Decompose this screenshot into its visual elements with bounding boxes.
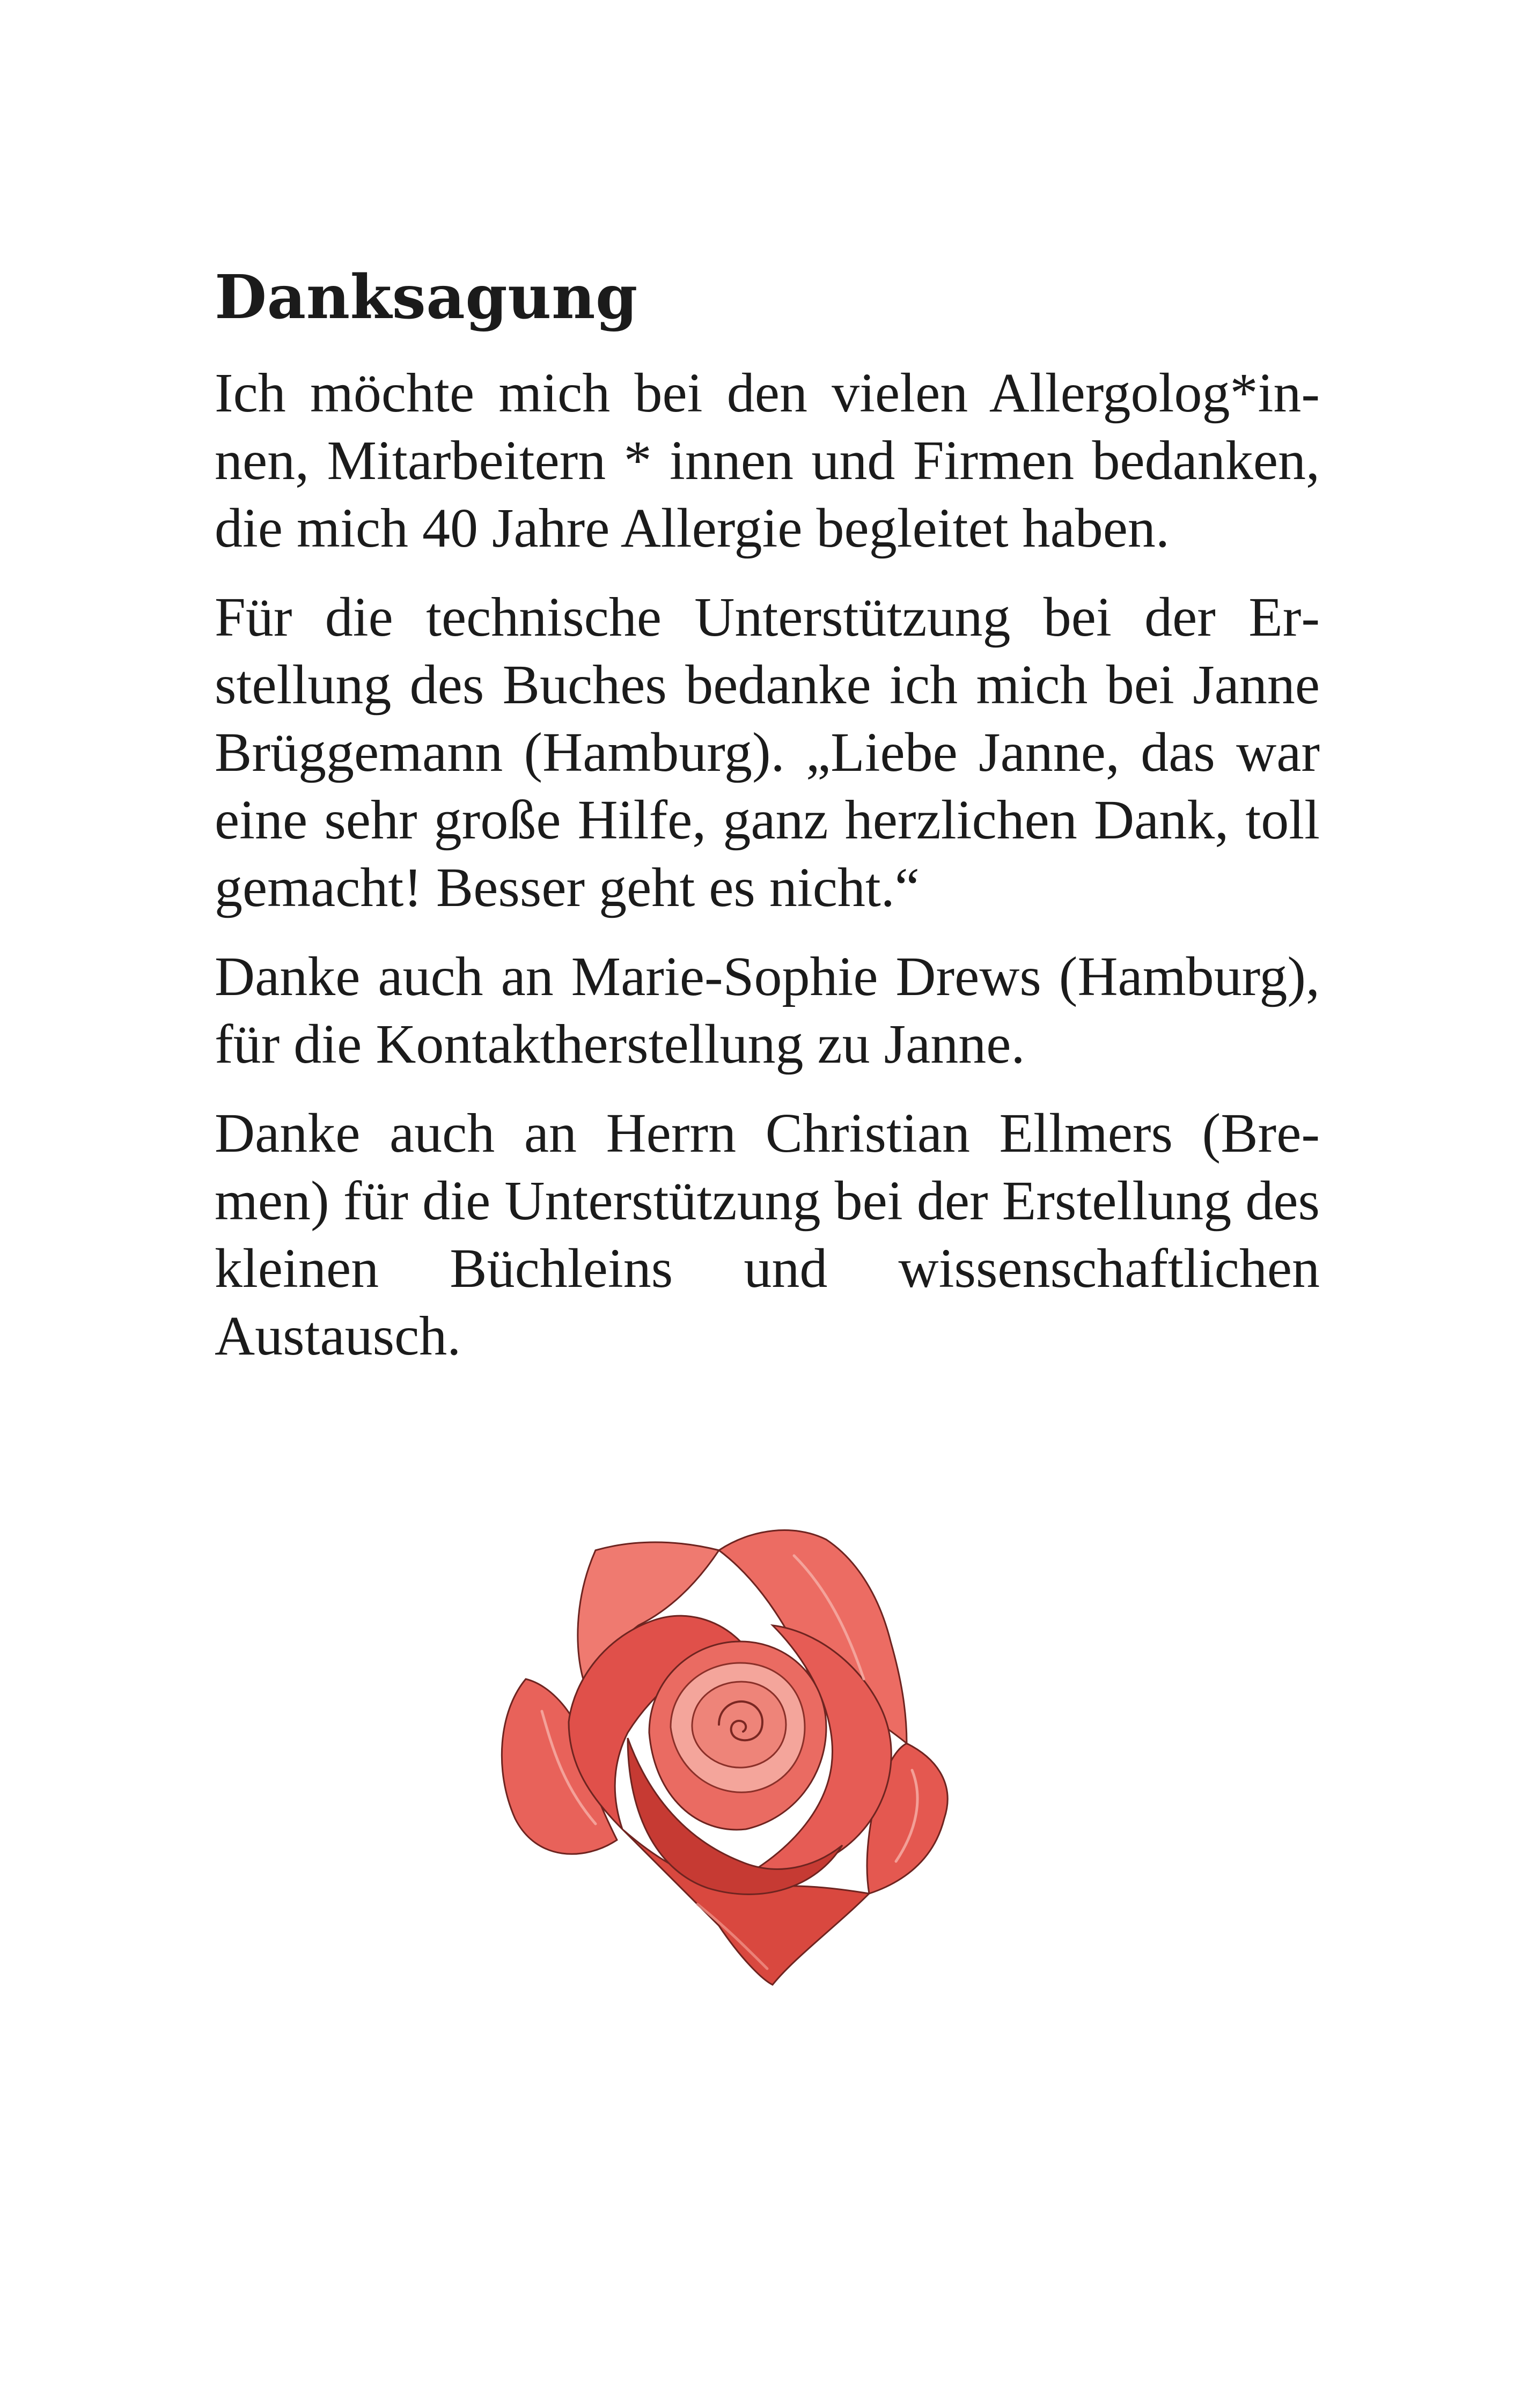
paragraph-3: Danke auch an Marie-Sophie Drews (Hamburg), für die Kontaktherstellung zu Janne. (215, 946, 1320, 1075)
paragraph-1: Ich möchte mich bei den vielen Allergolog*innen, Mitarbeitern * innen und Firmen bedanken, die mich 40 Jahre Allergie begleitet haben. (215, 362, 1320, 559)
paragraph-2: Für die technische Unterstützung bei der Erstellung des Buches bedanke ich mich bei Janne Brüggemann (Hamburg). „Liebe Janne, das war eine sehr große Hilfe, ganz herzlichen Dank, toll gemacht! Besser geht es nicht.“ (215, 586, 1320, 918)
rose-bud-inner (692, 1682, 786, 1768)
page-content (215, 257, 1320, 1391)
rose-illustration (494, 1518, 955, 1990)
page-heading: Danksagung (215, 262, 638, 333)
paragraph-4: Danke auch an Herrn Christian Ellmers (Bremen) für die Unterstützung bei der Erstellung des kleinen Büchleins und wissenschaftlichen Austausch. (215, 1102, 1320, 1367)
